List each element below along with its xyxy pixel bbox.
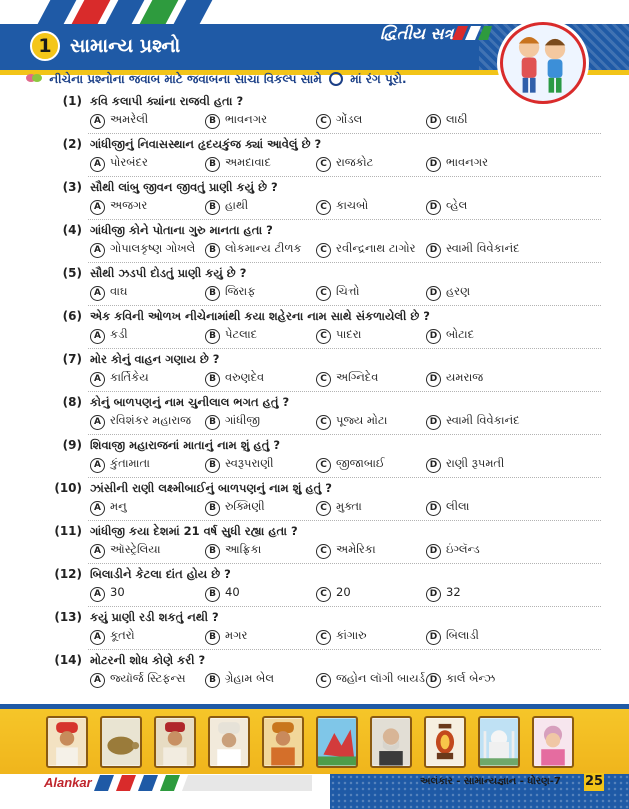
option-bubble-a[interactable]: A xyxy=(90,544,105,559)
option-bubble-a[interactable]: A xyxy=(90,630,105,645)
option-label: લીલા xyxy=(446,499,470,513)
header-stripes xyxy=(0,0,629,24)
divider xyxy=(88,305,601,306)
question-item xyxy=(0,479,629,522)
option-label: જહોન લૉગી બાયર્ડ xyxy=(336,671,425,685)
option-bubble-b[interactable]: B xyxy=(205,630,220,645)
option-d[interactable] xyxy=(426,327,474,345)
option-c[interactable] xyxy=(316,413,387,431)
option-bubble-c[interactable]: C xyxy=(316,501,331,516)
instruction-line xyxy=(26,72,407,87)
option-b[interactable] xyxy=(205,198,248,216)
option-bubble-c[interactable]: C xyxy=(316,157,331,172)
lantern-thumbnail xyxy=(424,716,466,768)
option-bubble-d[interactable]: D xyxy=(426,200,441,215)
option-label: સ્વામી વિવેકાનંદ xyxy=(446,413,520,427)
divider xyxy=(88,133,601,134)
option-b[interactable] xyxy=(205,112,267,130)
option-label: વ્હેલ xyxy=(446,198,468,212)
option-bubble-b[interactable]: B xyxy=(205,329,220,344)
question-text: બિલાડીને કેટલા દાંત હોય છે ? xyxy=(90,567,231,581)
option-bubble-d[interactable]: D xyxy=(426,501,441,516)
option-a[interactable] xyxy=(90,413,191,431)
option-c[interactable] xyxy=(316,327,361,345)
question-number: (9) xyxy=(62,438,82,452)
option-bubble-b[interactable]: B xyxy=(205,544,220,559)
option-d[interactable] xyxy=(426,499,470,517)
divider xyxy=(88,391,601,392)
divider xyxy=(88,219,601,220)
option-bubble-b[interactable]: B xyxy=(205,243,220,258)
option-c[interactable] xyxy=(316,456,385,474)
question-item xyxy=(0,608,629,651)
option-c[interactable] xyxy=(316,241,416,259)
option-c[interactable] xyxy=(316,628,367,646)
flower-icon xyxy=(26,72,42,84)
option-label: ભાવનગર xyxy=(446,155,489,169)
option-label: બોટાદ xyxy=(446,327,475,341)
option-label: કાર્તિકેય xyxy=(110,370,149,384)
option-d[interactable] xyxy=(426,241,520,259)
option-bubble-a[interactable]: A xyxy=(90,114,105,129)
option-label: આફ્રિકા xyxy=(225,542,262,556)
option-label: 32 xyxy=(446,585,461,599)
option-label: રાજકોટ xyxy=(336,155,374,169)
option-label: મનુ xyxy=(110,499,127,513)
question-number: (8) xyxy=(62,395,82,409)
portrait-thumbnail xyxy=(208,716,250,768)
option-label: ચિત્તો xyxy=(336,284,360,298)
option-bubble-c[interactable]: C xyxy=(316,286,331,301)
question-item xyxy=(0,178,629,221)
option-a[interactable] xyxy=(90,327,128,345)
question-number: (10) xyxy=(54,481,82,495)
option-a[interactable] xyxy=(90,671,186,689)
option-label: ગોંડલ xyxy=(336,112,363,126)
option-bubble-a[interactable]: A xyxy=(90,157,105,172)
option-label: રવિશંકર મહારાજ xyxy=(110,413,192,427)
option-label: પોરબંદર xyxy=(110,155,148,169)
option-bubble-d[interactable]: D xyxy=(426,114,441,129)
answer-circle-icon xyxy=(329,72,343,86)
divider xyxy=(88,649,601,650)
option-a[interactable] xyxy=(90,542,161,560)
option-label: 40 xyxy=(225,585,240,599)
option-bubble-c[interactable]: C xyxy=(316,372,331,387)
question-number: (5) xyxy=(62,266,82,280)
option-bubble-d[interactable]: D xyxy=(426,587,441,602)
question-item xyxy=(0,522,629,565)
option-b[interactable] xyxy=(205,585,240,603)
option-a[interactable] xyxy=(90,241,195,259)
option-a[interactable] xyxy=(90,284,128,302)
question-text: મોર કોનું વાહન ગણાય છે ? xyxy=(90,352,220,366)
option-d[interactable] xyxy=(426,585,461,603)
question-text: કોનું બાળપણનું નામ ચુનીલાલ ભગત હતું ? xyxy=(90,395,290,409)
option-bubble-c[interactable]: C xyxy=(316,415,331,430)
option-c[interactable] xyxy=(316,155,373,173)
option-bubble-c[interactable]: C xyxy=(316,200,331,215)
option-c[interactable] xyxy=(316,198,368,216)
option-a[interactable] xyxy=(90,155,148,173)
option-b[interactable] xyxy=(205,370,264,388)
option-c[interactable] xyxy=(316,370,378,388)
option-a[interactable] xyxy=(90,585,125,603)
option-a[interactable] xyxy=(90,198,147,216)
option-b[interactable] xyxy=(205,499,265,517)
question-text: સૌથી ઝડપી દોડતું પ્રાણી કયું છે ? xyxy=(90,266,247,280)
option-label: સ્વરૂપરાણી xyxy=(225,456,274,470)
option-bubble-a[interactable]: A xyxy=(90,200,105,215)
footer-picture-strip xyxy=(0,704,629,774)
option-label: રવીન્દ્રનાથ ટાગોર xyxy=(336,241,416,255)
option-d[interactable] xyxy=(426,671,495,689)
option-label: પાદરા xyxy=(336,327,362,341)
instruction-text-start: નીચેના પ્રશ્નોના જવાબ માટે જવાબના સાચા વિકલ્પ સામે xyxy=(49,72,322,86)
option-bubble-d[interactable]: D xyxy=(426,157,441,172)
question-number: (6) xyxy=(62,309,82,323)
semester-label: દ્વિતીય સત્ર xyxy=(380,24,454,43)
question-item xyxy=(0,264,629,307)
option-label: કાચબો xyxy=(336,198,369,212)
question-item xyxy=(0,135,629,178)
option-d[interactable] xyxy=(426,628,479,646)
question-number: (11) xyxy=(54,524,82,538)
option-label: લાઠી xyxy=(446,112,468,126)
option-bubble-a[interactable]: A xyxy=(90,587,105,602)
option-label: પૂજ્ય મોટા xyxy=(336,413,388,427)
option-b[interactable] xyxy=(205,284,255,302)
question-item xyxy=(0,565,629,608)
option-label: ભાવનગર xyxy=(225,112,268,126)
divider xyxy=(88,563,601,564)
option-label: ગોપાલકૃષ્ણ ગોખલે xyxy=(110,241,196,255)
option-label: અગ્નિદેવ xyxy=(336,370,379,384)
option-bubble-b[interactable]: B xyxy=(205,673,220,688)
option-bubble-b[interactable]: B xyxy=(205,587,220,602)
option-bubble-d[interactable]: D xyxy=(426,630,441,645)
question-number: (3) xyxy=(62,180,82,194)
option-bubble-d[interactable]: D xyxy=(426,286,441,301)
question-number: (7) xyxy=(62,352,82,366)
option-bubble-a[interactable]: A xyxy=(90,501,105,516)
option-c[interactable] xyxy=(316,542,376,560)
option-b[interactable] xyxy=(205,542,261,560)
question-text: મોટરની શોધ કોણે કરી ? xyxy=(90,653,206,667)
question-text: કયું પ્રાણી રડી શકતું નથી ? xyxy=(90,610,219,624)
option-b[interactable] xyxy=(205,628,247,646)
tortoise-thumbnail xyxy=(100,716,142,768)
option-bubble-c[interactable]: C xyxy=(316,329,331,344)
option-bubble-b[interactable]: B xyxy=(205,458,220,473)
option-d[interactable] xyxy=(426,112,468,130)
option-label: લોકમાન્ય ટીળક xyxy=(225,241,302,255)
option-c[interactable] xyxy=(316,112,362,130)
kids-icon xyxy=(503,25,583,101)
option-label: સ્વામી વિવેકાનંદ xyxy=(446,241,520,255)
question-number: (14) xyxy=(54,653,82,667)
chapter-title: સામાન્ય પ્રશ્નો xyxy=(70,35,181,57)
option-c[interactable] xyxy=(316,499,362,517)
option-d[interactable] xyxy=(426,413,520,431)
option-label: ગ્રેહામ બેલ xyxy=(225,671,275,685)
brand-stripes-icon xyxy=(92,775,312,791)
option-bubble-a[interactable]: A xyxy=(90,243,105,258)
question-item xyxy=(0,92,629,135)
option-label: રુક્મિણી xyxy=(225,499,265,513)
option-label: અમરેલી xyxy=(110,112,149,126)
option-b[interactable] xyxy=(205,327,257,345)
option-bubble-d[interactable]: D xyxy=(426,243,441,258)
chapter-number-badge: 1 xyxy=(30,31,60,61)
divider xyxy=(88,348,601,349)
divider xyxy=(88,477,601,478)
question-text: એક કવિની ઓળખ નીચેનામાંથી કયા શહેરના નામ સાથે સંકળાયેલી છે ? xyxy=(90,309,430,323)
option-bubble-b[interactable]: B xyxy=(205,415,220,430)
option-bubble-d[interactable]: D xyxy=(426,415,441,430)
question-number: (4) xyxy=(62,223,82,237)
option-bubble-c[interactable]: C xyxy=(316,458,331,473)
option-label: કૂતરો xyxy=(110,628,135,642)
option-bubble-d[interactable]: D xyxy=(426,329,441,344)
option-bubble-a[interactable]: A xyxy=(90,458,105,473)
divider xyxy=(88,520,601,521)
question-text: ઝાંસીની રાણી લક્ષ્મીબાઈનું બાળપણનું નામ શું હતું ? xyxy=(90,481,332,495)
divider xyxy=(88,262,601,263)
option-bubble-a[interactable]: A xyxy=(90,329,105,344)
option-a[interactable] xyxy=(90,499,127,517)
option-b[interactable] xyxy=(205,241,302,259)
option-label: જિરાફ xyxy=(225,284,256,298)
option-bubble-d[interactable]: D xyxy=(426,673,441,688)
option-label: વાઘ xyxy=(110,284,128,298)
question-text: ગાંધીજીનું નિવાસસ્થાન હૃદયકુંજ ક્યાં આવેલું છે ? xyxy=(90,137,322,151)
option-d[interactable] xyxy=(426,284,470,302)
question-item xyxy=(0,651,629,694)
divider xyxy=(88,434,601,435)
option-bubble-b[interactable]: B xyxy=(205,501,220,516)
instruction-text-end: માં રંગ પૂરો. xyxy=(350,72,407,86)
option-label: ગાંધીજી xyxy=(225,413,261,427)
footer-book-title: અલંકાર - સામાન્યજ્ઞાન - ધોરણ-7 xyxy=(420,776,561,787)
option-label: અમેરિકા xyxy=(336,542,376,556)
option-d[interactable] xyxy=(426,456,504,474)
semester-flag-icon xyxy=(452,26,492,40)
option-d[interactable] xyxy=(426,370,483,388)
option-label: હાથી xyxy=(225,198,249,212)
option-label: રાણી રૂપમતી xyxy=(446,456,505,470)
question-item xyxy=(0,436,629,479)
option-bubble-b[interactable]: B xyxy=(205,286,220,301)
option-a[interactable] xyxy=(90,628,135,646)
question-text: ગાંધીજી કયા દેશમાં 21 વર્ષ સુધી રહ્યા હતા ? xyxy=(90,524,298,538)
question-item xyxy=(0,350,629,393)
option-bubble-c[interactable]: C xyxy=(316,243,331,258)
option-bubble-a[interactable]: A xyxy=(90,286,105,301)
question-number: (2) xyxy=(62,137,82,151)
option-bubble-b[interactable]: B xyxy=(205,157,220,172)
option-a[interactable] xyxy=(90,456,150,474)
question-number: (12) xyxy=(54,567,82,581)
option-bubble-c[interactable]: C xyxy=(316,544,331,559)
option-label: કુંતામાતા xyxy=(110,456,150,470)
option-label: પેટલાદ xyxy=(225,327,258,341)
option-bubble-d[interactable]: D xyxy=(426,544,441,559)
option-bubble-c[interactable]: C xyxy=(316,114,331,129)
option-bubble-c[interactable]: C xyxy=(316,630,331,645)
option-bubble-d[interactable]: D xyxy=(426,372,441,387)
option-label: કડી xyxy=(110,327,128,341)
option-label: મગર xyxy=(225,628,248,642)
painting-thumbnail xyxy=(316,716,358,768)
option-label: 20 xyxy=(336,585,351,599)
portrait-thumbnail xyxy=(46,716,88,768)
divider xyxy=(88,176,601,177)
option-label: વરુણદેવ xyxy=(225,370,265,384)
option-label: બિલાડી xyxy=(446,628,479,642)
option-bubble-b[interactable]: B xyxy=(205,200,220,215)
question-text: ગાંધીજી કોને પોતાના ગુરુ માનતા હતા ? xyxy=(90,223,273,237)
option-b[interactable] xyxy=(205,413,260,431)
option-label: મુક્તા xyxy=(336,499,362,513)
portrait-thumbnail xyxy=(370,716,412,768)
question-text: શિવાજી મહારાજનાં માતાનું નામ શું હતું ? xyxy=(90,438,281,452)
option-bubble-a[interactable]: A xyxy=(90,415,105,430)
option-c[interactable] xyxy=(316,671,425,689)
question-number: (1) xyxy=(62,94,82,108)
question-item xyxy=(0,221,629,264)
portrait-thumbnail xyxy=(532,716,574,768)
option-label: જ્યૉર્જ સ્ટિફન્સ xyxy=(110,671,186,685)
option-label: કાર્લ બેન્ઝ xyxy=(446,671,496,685)
option-label: ઇંગ્લૅન્ડ xyxy=(446,542,480,556)
option-a[interactable] xyxy=(90,370,149,388)
option-bubble-a[interactable]: A xyxy=(90,673,105,688)
portrait-thumbnail xyxy=(154,716,196,768)
option-bubble-b[interactable]: B xyxy=(205,372,220,387)
option-c[interactable] xyxy=(316,284,359,302)
option-b[interactable] xyxy=(205,155,271,173)
option-label: યમરાજ xyxy=(446,370,484,384)
option-label: કાંગારુ xyxy=(336,628,367,642)
question-text: સૌથી લાંબુ જીવન જીવતું પ્રાણી કયું છે ? xyxy=(90,180,278,194)
portrait-thumbnail xyxy=(262,716,304,768)
option-bubble-d[interactable]: D xyxy=(426,458,441,473)
option-label: ઑસ્ટ્રેલિયા xyxy=(110,542,161,556)
option-b[interactable] xyxy=(205,456,274,474)
taj-mahal-thumbnail xyxy=(478,716,520,768)
option-d[interactable] xyxy=(426,155,488,173)
question-number: (13) xyxy=(54,610,82,624)
option-label: હરણ xyxy=(446,284,471,298)
option-a[interactable] xyxy=(90,112,148,130)
brand-logo-text: Alankar xyxy=(44,775,92,790)
option-label: અજગર xyxy=(110,198,148,212)
option-d[interactable] xyxy=(426,542,480,560)
question-text: કવિ કલાપી ક્યાંના રાજવી હતા ? xyxy=(90,94,244,108)
option-bubble-b[interactable]: B xyxy=(205,114,220,129)
option-c[interactable] xyxy=(316,585,351,603)
question-item xyxy=(0,307,629,350)
option-label: જીજાબાઈ xyxy=(336,456,385,470)
page-number: 25 xyxy=(584,774,604,789)
option-d[interactable] xyxy=(426,198,467,216)
option-bubble-c[interactable]: C xyxy=(316,673,331,688)
option-label: 30 xyxy=(110,585,125,599)
option-label: અમદાવાદ xyxy=(225,155,271,169)
option-b[interactable] xyxy=(205,671,274,689)
option-bubble-a[interactable]: A xyxy=(90,372,105,387)
divider xyxy=(88,606,601,607)
option-bubble-c[interactable]: C xyxy=(316,587,331,602)
question-item xyxy=(0,393,629,436)
